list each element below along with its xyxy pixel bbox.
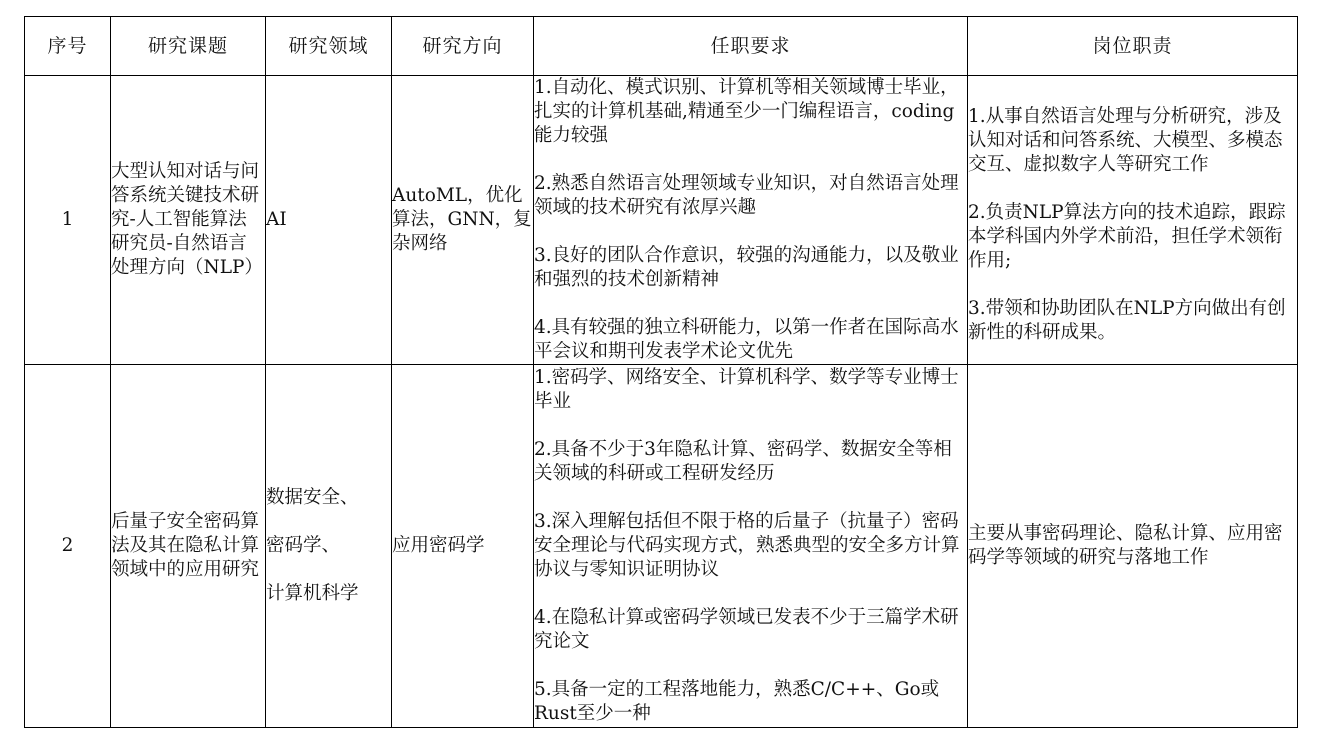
duties-list <box>968 105 1297 345</box>
topic-cell <box>111 76 266 365</box>
header-topic: 研究课题 <box>111 17 266 76</box>
duty-item: 3.带领和协助团队在NLP方向做出有创新性的科研成果。 <box>968 298 1286 343</box>
research-topic: 后量子安全密码算法及其在隐私计算领域中的应用研究 <box>111 511 260 580</box>
duty-item: 1.从事自然语言处理与分析研究，涉及认知对话和问答系统、大模型、多模态交互、虚拟数字人等研究工作 <box>968 106 1283 175</box>
requirement-item: 3.良好的团队合作意识，较强的沟通能力，以及敬业和强烈的技术创新精神 <box>534 245 959 290</box>
field-cell <box>266 365 392 728</box>
requirement-item: 2.熟悉自然语言处理领域专业知识，对自然语言处理领域的技术研究有浓厚兴趣 <box>534 173 959 218</box>
field-cell <box>266 76 392 365</box>
row-number: 2 <box>61 535 74 556</box>
table-row <box>25 76 1298 365</box>
research-direction: AutoML，优化算法，GNN，复杂网络 <box>392 185 532 254</box>
requirement-item: 2.具备不少于3年隐私计算、密码学、数据安全等相关领域的科研或工程研发经历 <box>534 439 952 484</box>
requirement-item: 3.深入理解包括但不限于格的后量子（抗量子）密码安全理论与代码实现方式，熟悉典型的安全多方计算协议与零知识证明协议 <box>534 511 960 580</box>
header-no: 序号 <box>25 17 111 76</box>
direction-cell <box>392 365 534 728</box>
research-topic: 大型认知对话与问答系统关键技术研究-人工智能算法研究员-自然语言处理方向（NLP） <box>111 161 263 278</box>
header-field: 研究领域 <box>266 17 392 76</box>
requirements-cell <box>534 365 968 728</box>
row-number-cell <box>25 76 111 365</box>
requirement-item: 4.具有较强的独立科研能力，以第一作者在国际高水平会议和期刊发表学术论文优先 <box>534 317 959 362</box>
topic-cell <box>111 365 266 728</box>
requirements-cell <box>534 76 968 365</box>
header-requirements: 任职要求 <box>534 17 968 76</box>
header-direction: 研究方向 <box>392 17 534 76</box>
research-field: AI <box>266 209 287 230</box>
duties-cell <box>968 76 1298 365</box>
duty-item: 2.负责NLP算法方向的技术追踪，跟踪本学科国内外学术前沿，担任学术领衔作用; <box>968 202 1286 271</box>
recruitment-table <box>24 16 1298 728</box>
row-number-cell <box>25 365 111 728</box>
header-duties: 岗位职责 <box>968 17 1298 76</box>
research-direction: 应用密码学 <box>392 535 485 556</box>
requirement-item: 5.具备一定的工程落地能力，熟悉C/C++、Go或Rust至少一种 <box>534 679 940 724</box>
table-row <box>25 365 1298 728</box>
header-row <box>25 17 1298 76</box>
requirement-item: 1.密码学、网络安全、计算机科学、数学等专业博士毕业 <box>534 367 959 412</box>
research-field: 计算机科学 <box>266 583 359 604</box>
requirement-item: 1.自动化、模式识别、计算机等相关领域博士毕业，扎实的计算机基础,精通至少一门编程语言，coding 能力较强 <box>534 77 959 146</box>
duty-item: 主要从事密码理论、隐私计算、应用密码学等领域的研究与落地工作 <box>968 523 1283 568</box>
research-field: 数据安全、 <box>266 487 359 508</box>
duties-cell <box>968 365 1298 728</box>
direction-cell <box>392 76 534 365</box>
row-number: 1 <box>61 209 74 230</box>
research-field: 密码学、 <box>266 535 341 556</box>
requirement-item: 4.在隐私计算或密码学领域已发表不少于三篇学术研究论文 <box>534 607 959 652</box>
